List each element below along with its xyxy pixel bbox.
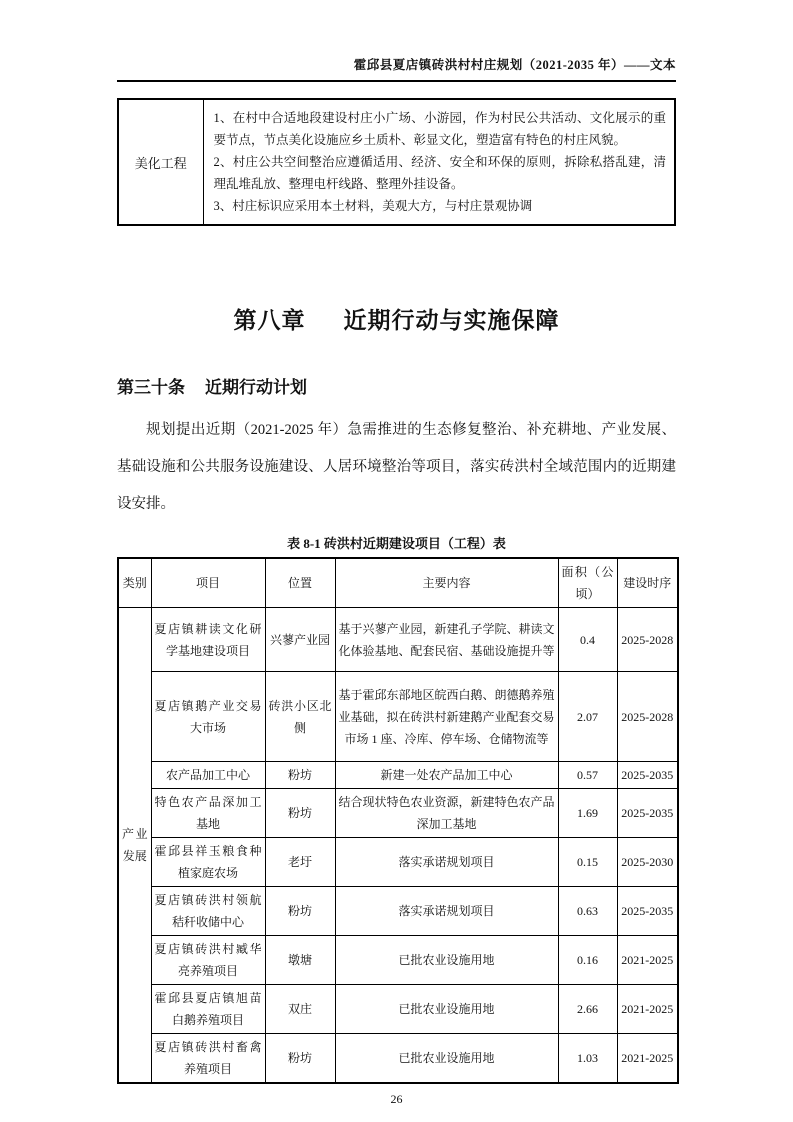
beautify-item: 3、村庄标识应采用本土材料，美观大方，与村庄景观协调 <box>213 199 533 213</box>
category-cell: 产业发展 <box>118 608 151 1084</box>
area-cell: 1.69 <box>558 789 617 838</box>
period-cell: 2025-2035 <box>617 762 678 789</box>
project-cell: 夏店镇耕读文化研学基地建设项目 <box>151 608 265 672</box>
table-row <box>118 838 678 887</box>
location-cell: 粉坊 <box>265 887 335 936</box>
project-cell: 夏店镇砖洪村畜禽养殖项目 <box>151 1034 265 1084</box>
table-row <box>118 672 678 762</box>
project-cell: 夏店镇砖洪村领航秸秆收储中心 <box>151 887 265 936</box>
table-row <box>118 762 678 789</box>
beautify-items-cell <box>203 99 675 225</box>
period-cell: 2025-2028 <box>617 608 678 672</box>
location-cell: 双庄 <box>265 985 335 1034</box>
project-cell: 霍邱县夏店镇旭苗白鹅养殖项目 <box>151 985 265 1034</box>
area-cell: 1.03 <box>558 1034 617 1084</box>
area-cell: 0.63 <box>558 887 617 936</box>
table-row <box>118 1034 678 1084</box>
period-cell: 2025-2035 <box>617 887 678 936</box>
location-cell: 墩塘 <box>265 936 335 985</box>
content-cell: 已批农业设施用地 <box>335 1034 558 1084</box>
location-cell: 粉坊 <box>265 762 335 789</box>
content-cell: 基于兴蓼产业园，新建孔子学院、耕读文化体验基地、配套民宿、基础设施提升等 <box>335 608 558 672</box>
chapter-heading <box>117 302 676 335</box>
project-cell: 霍邱县祥玉粮食种植家庭农场 <box>151 838 265 887</box>
period-cell: 2025-2035 <box>617 789 678 838</box>
table-row <box>118 608 678 672</box>
project-cell: 农产品加工中心 <box>151 762 265 789</box>
area-cell: 2.66 <box>558 985 617 1034</box>
beautify-item: 2、村庄公共空间整治应遵循适用、经济、安全和环保的原则，拆除私搭乱建，清理乱堆乱放、整理电杆线路、整理外挂设备。 <box>213 155 666 191</box>
table-row <box>118 936 678 985</box>
area-cell: 0.15 <box>558 838 617 887</box>
chapter-title: 近期行动与实施保障 <box>343 308 560 333</box>
content-cell: 已批农业设施用地 <box>335 936 558 985</box>
period-cell: 2021-2025 <box>617 936 678 985</box>
content-cell: 已批农业设施用地 <box>335 985 558 1034</box>
period-cell: 2021-2025 <box>617 985 678 1034</box>
beautify-table <box>117 98 676 226</box>
period-cell: 2025-2028 <box>617 672 678 762</box>
chapter-number: 第八章 <box>233 308 306 333</box>
table-row <box>118 789 678 838</box>
table-row <box>118 985 678 1034</box>
area-cell: 0.16 <box>558 936 617 985</box>
page-header <box>117 55 676 82</box>
section-heading <box>117 373 676 398</box>
col-header-area: 面积（公顷） <box>558 558 617 608</box>
col-header-project: 项目 <box>151 558 265 608</box>
section-number: 第三十条 <box>117 378 185 397</box>
beautify-item: 1、在村中合适地段建设村庄小广场、小游园，作为村民公共活动、文化展示的重要节点，节点美化设施应乡土质朴、彰显文化，塑造富有特色的村庄风貌。 <box>213 111 666 147</box>
period-cell: 2025-2030 <box>617 838 678 887</box>
beautify-category-cell: 美化工程 <box>118 99 203 225</box>
body-paragraph: 规划提出近期（2021-2025 年）急需推进的生态修复整治、补充耕地、产业发展、基础设施和公共服务设施建设、人居环境整治等项目，落实砖洪村全域范围内的近期建设安排。 <box>117 422 676 512</box>
page-number: 26 <box>390 1092 403 1106</box>
project-cell: 夏店镇砖洪村臧华亮养殖项目 <box>151 936 265 985</box>
location-cell: 老圩 <box>265 838 335 887</box>
location-cell: 粉坊 <box>265 789 335 838</box>
table-caption: 表 8-1 砖洪村近期建设项目（工程）表 <box>287 536 506 551</box>
col-header-location: 位置 <box>265 558 335 608</box>
content-cell: 结合现状特色农业资源，新建特色农产品深加工基地 <box>335 789 558 838</box>
area-cell: 0.4 <box>558 608 617 672</box>
content-cell: 新建一处农产品加工中心 <box>335 762 558 789</box>
location-cell: 砖洪小区北侧 <box>265 672 335 762</box>
content-cell: 落实承诺规划项目 <box>335 838 558 887</box>
area-cell: 2.07 <box>558 672 617 762</box>
col-header-category: 类别 <box>118 558 151 608</box>
location-cell: 粉坊 <box>265 1034 335 1084</box>
content-cell: 基于霍邱东部地区皖西白鹅、朗德鹅养殖业基础，拟在砖洪村新建鹅产业配套交易市场 1 座、冷库、停车场、仓储物流等 <box>335 672 558 762</box>
table-row <box>118 887 678 936</box>
projects-table <box>117 557 679 1084</box>
content-cell: 落实承诺规划项目 <box>335 887 558 936</box>
period-cell: 2021-2025 <box>617 1034 678 1084</box>
project-cell: 夏店镇鹅产业交易大市场 <box>151 672 265 762</box>
col-header-content: 主要内容 <box>335 558 558 608</box>
header-title: 霍邱县夏店镇砖洪村村庄规划（2021-2035 年）——文本 <box>353 58 676 72</box>
section-title: 近期行动计划 <box>205 378 307 397</box>
project-cell: 特色农产品深加工基地 <box>151 789 265 838</box>
table-header-row <box>118 558 678 608</box>
location-cell: 兴蓼产业园 <box>265 608 335 672</box>
col-header-period: 建设时序 <box>617 558 678 608</box>
area-cell: 0.57 <box>558 762 617 789</box>
